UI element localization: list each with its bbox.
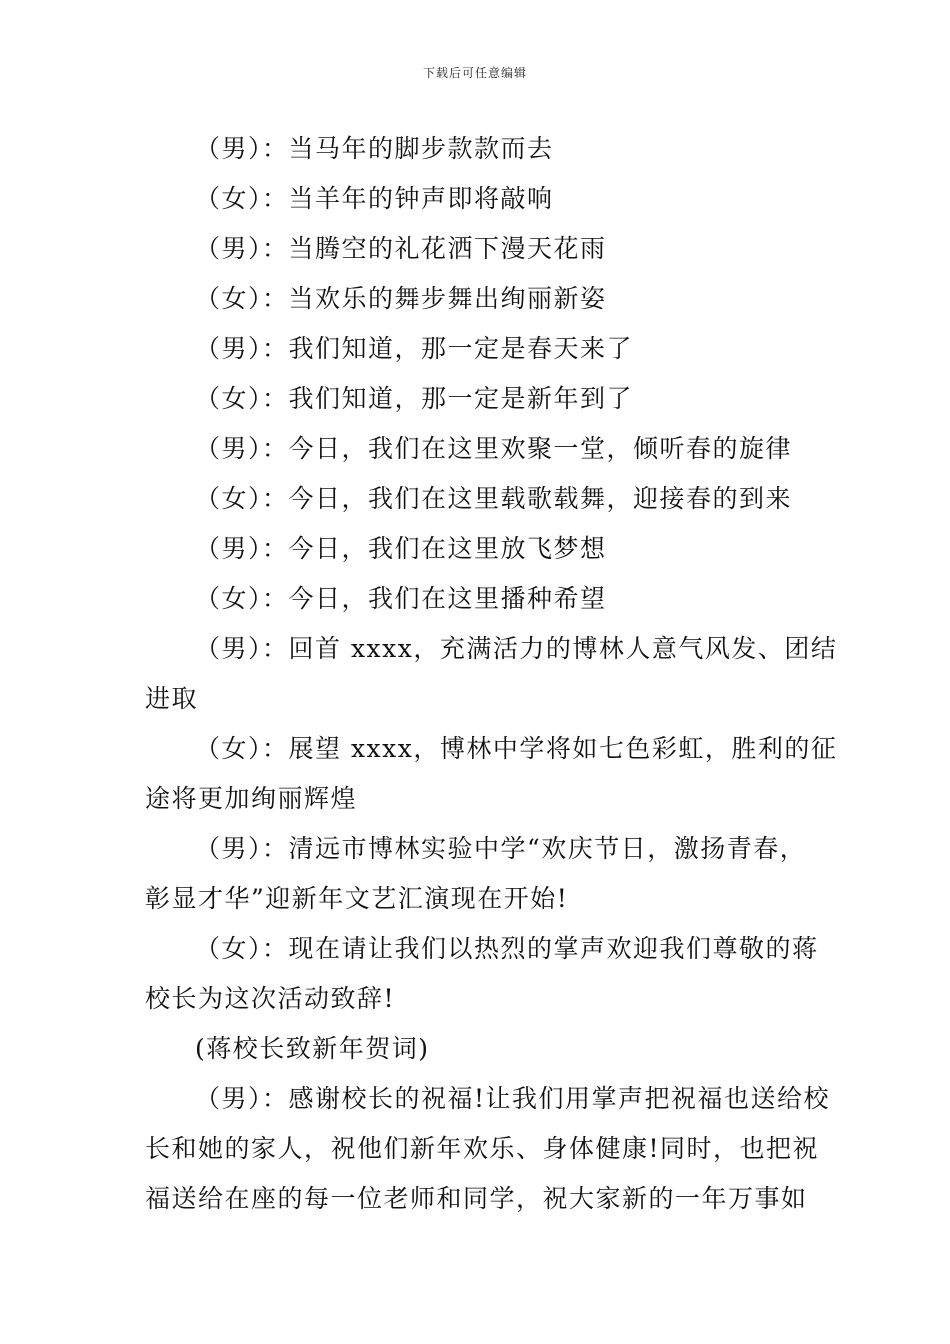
text-line: （男）：当马年的脚步款款而去 (195, 134, 554, 163)
paragraph (145, 624, 838, 724)
text-line: （男）：今日，我们在这里欢聚一堂，倾听春的旋律 (195, 434, 793, 463)
paragraph (145, 174, 810, 224)
text-line: 彰显才华”迎新年文艺汇演现在开始! (145, 884, 569, 913)
text-line: （女）：当羊年的钟声即将敲响 (195, 184, 554, 213)
paragraph (145, 524, 810, 574)
paragraph (145, 374, 810, 424)
text-line: （女）：今日，我们在这里播种希望 (195, 584, 607, 613)
paragraph (145, 824, 810, 924)
paragraph (145, 474, 810, 524)
text-line: （男）：今日，我们在这里放飞梦想 (195, 534, 607, 563)
text-line: （男）：感谢校长的祝福!让我们用掌声把祝福也送给校 (195, 1084, 831, 1113)
paragraph (145, 424, 810, 474)
paragraph (145, 274, 810, 324)
text-line: 福送给在座的每一位老师和同学，祝大家新的一年万事如 (145, 1184, 808, 1213)
paragraph (145, 324, 810, 374)
text-line: （男）：当腾空的礼花洒下漫天花雨 (195, 234, 607, 263)
paragraph (145, 574, 810, 624)
text-line: （女）：当欢乐的舞步舞出绚丽新姿 (195, 284, 607, 313)
text-line: 进取 (145, 684, 199, 713)
text-line: （男）：我们知道，那一定是春天来了 (195, 334, 634, 363)
text-line: （女）：我们知道，那一定是新年到了 (195, 384, 634, 413)
text-line: (蒋校长致新年贺词) (195, 1034, 430, 1063)
text-line: 校长为这次活动致辞! (145, 984, 396, 1013)
page-header: 下载后可任意编辑 (422, 66, 527, 80)
paragraph (145, 1074, 831, 1224)
text-line: （女）：今日，我们在这里载歌载舞，迎接春的到来 (195, 484, 793, 513)
text-line: （女）：展望 xxxx，博林中学将如七色彩虹，胜利的征 (195, 734, 838, 763)
paragraph (145, 124, 810, 174)
paragraph (145, 724, 838, 824)
text-line: （女）：现在请让我们以热烈的掌声欢迎我们尊敬的蒋 (195, 934, 819, 963)
text-line: 长和她的家人，祝他们新年欢乐、身体健康!同时，也把祝 (145, 1134, 820, 1163)
paragraph (145, 924, 819, 1024)
text-line: 途将更加绚丽辉煌 (145, 784, 358, 813)
text-line: （男）：回首 xxxx，充满活力的博林人意气风发、团结 (195, 634, 838, 663)
text-line: （男）：清远市博林实验中学“欢庆节日，激扬青春， (195, 834, 807, 863)
document-body (145, 124, 838, 1224)
paragraph (145, 1024, 810, 1074)
paragraph (145, 224, 810, 274)
